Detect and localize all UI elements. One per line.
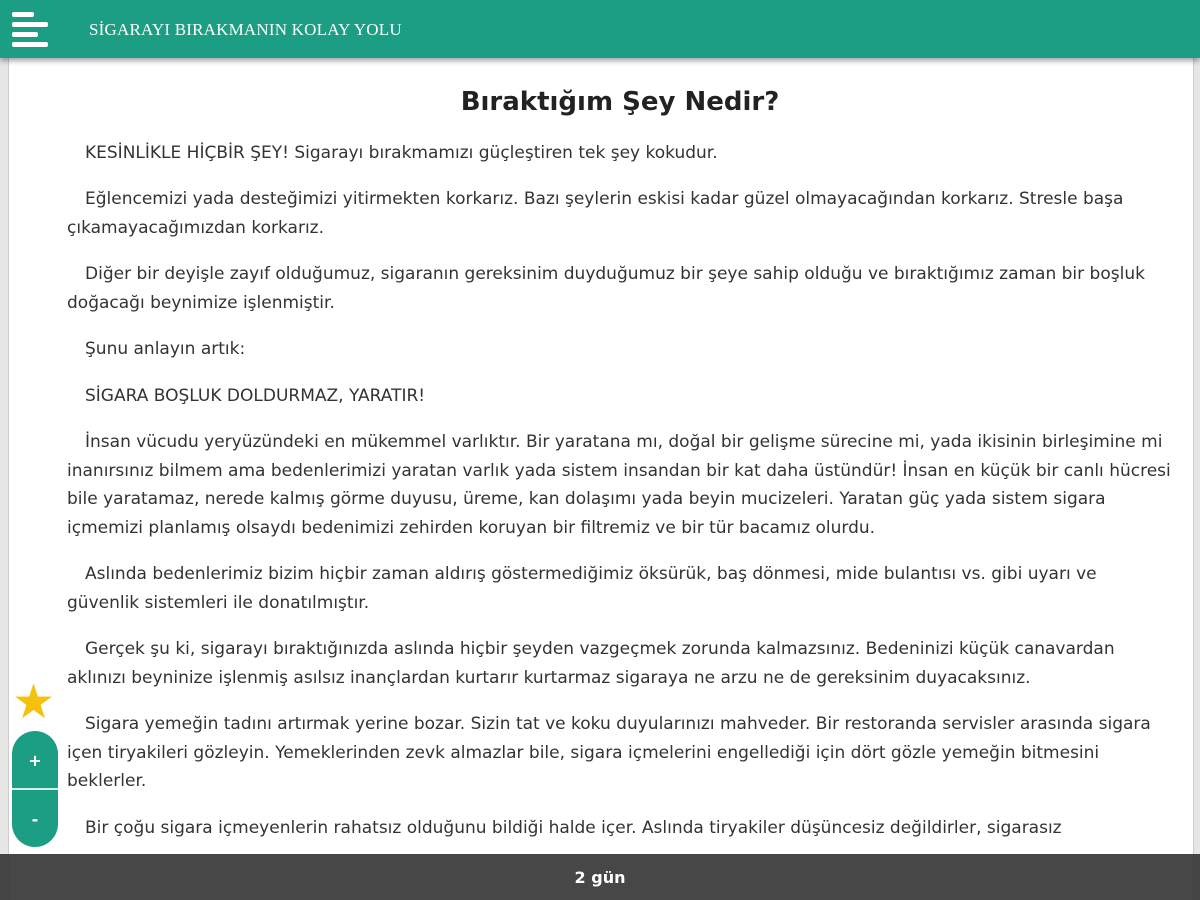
article-card <box>8 58 1194 900</box>
zoom-out-button[interactable]: - <box>31 810 39 829</box>
paragraph: Diğer bir deyişle zayıf olduğumuz, sigaranın gereksinim duyduğumuz bir şeye sahip olduğu ve bıraktığımız zaman bir boşluk doğacağı beynimize işlenmiştir. <box>67 264 1145 313</box>
paragraph: SİGARA BOŞLUK DOLDURMAZ, YARATIR! <box>85 385 426 406</box>
app-title: SİGARAYI BIRAKMANIN KOLAY YOLU <box>89 20 402 39</box>
paragraph: Bir çoğu sigara içmeyenlerin rahatsız olduğunu bildiği halde içer. Aslında tiryakiler düşüncesiz değildirler, sigarasız <box>85 817 1062 838</box>
article-title: Bıraktığım Şey Nedir? <box>460 87 780 117</box>
app-header <box>0 0 1200 58</box>
zoom-in-button[interactable]: + <box>28 751 42 770</box>
paragraph: KESİNLİKLE HİÇBİR ŞEY! Sigarayı bırakmamızı güçleştiren tek şey kokudur. <box>85 142 718 163</box>
article-content <box>67 88 1173 860</box>
paragraph: Gerçek şu ki, sigarayı bıraktığınızda aslında hiçbir şeyden vazgeçmek zorunda kalmazsınız. Bedeninizi küçük canavardan aklınızı beyninize işlenmiş asılsız inançlardan kurtarır kurtarmaz sigaraya ne arzu ne de gereksinim duyacaksınız. <box>67 639 1115 688</box>
status-bar <box>0 854 1200 900</box>
day-counter: 2 gün <box>574 868 626 887</box>
paragraph: İnsan vücudu yeryüzündeki en mükemmel varlıktır. Bir yaratana mı, doğal bir gelişme sürecine mi, yada ikisinin birleşimine mi inanırsınız bilmem ama bedenlerimizi yaratan varlık yada sistem insandan bir kat daha üstündür! İnsan en küçük bir canlı hücresi bile yaratamaz, nerede kalmış görme duyusu, üreme, kan dolaşımı yada beyin mucizeleri. Yaratan güç yada sistem sigara içmemizi planlamış olsaydı bedenimizi zehirden koruyan bir filtremiz ve bir tür bacamız olurdu. <box>67 432 1171 538</box>
paragraph: Eğlencemizi yada desteğimizi yitirmekten korkarız. Bazı şeylerin eskisi kadar güzel olmayacağından korkarız. Stresle başa çıkamayacağımızdan korkarız. <box>67 189 1124 238</box>
paragraph: Şunu anlayın artık: <box>85 339 246 359</box>
paragraph: Sigara yemeğin tadını artırmak yerine bozar. Sizin tat ve koku duyularınızı mahveder. Bir restoranda servisler arasında sigara içen tiryakileri gözleyin. Yemeklerinden zevk almazlar bile, sigara içmelerini engellediği için dört gözle yemeğin bitmesini beklerler. <box>67 714 1151 791</box>
paragraph: Aslında bedenlerimiz bizim hiçbir zaman aldırış göstermediğimiz öksürük, baş dönmesi, mide bulantısı vs. gibi uyarı ve güvenlik sistemleri ile donatılmıştır. <box>67 564 1097 613</box>
zoom-control <box>12 731 58 847</box>
star-icon[interactable]: ★ <box>12 674 56 730</box>
hamburger-icon[interactable] <box>10 10 50 48</box>
